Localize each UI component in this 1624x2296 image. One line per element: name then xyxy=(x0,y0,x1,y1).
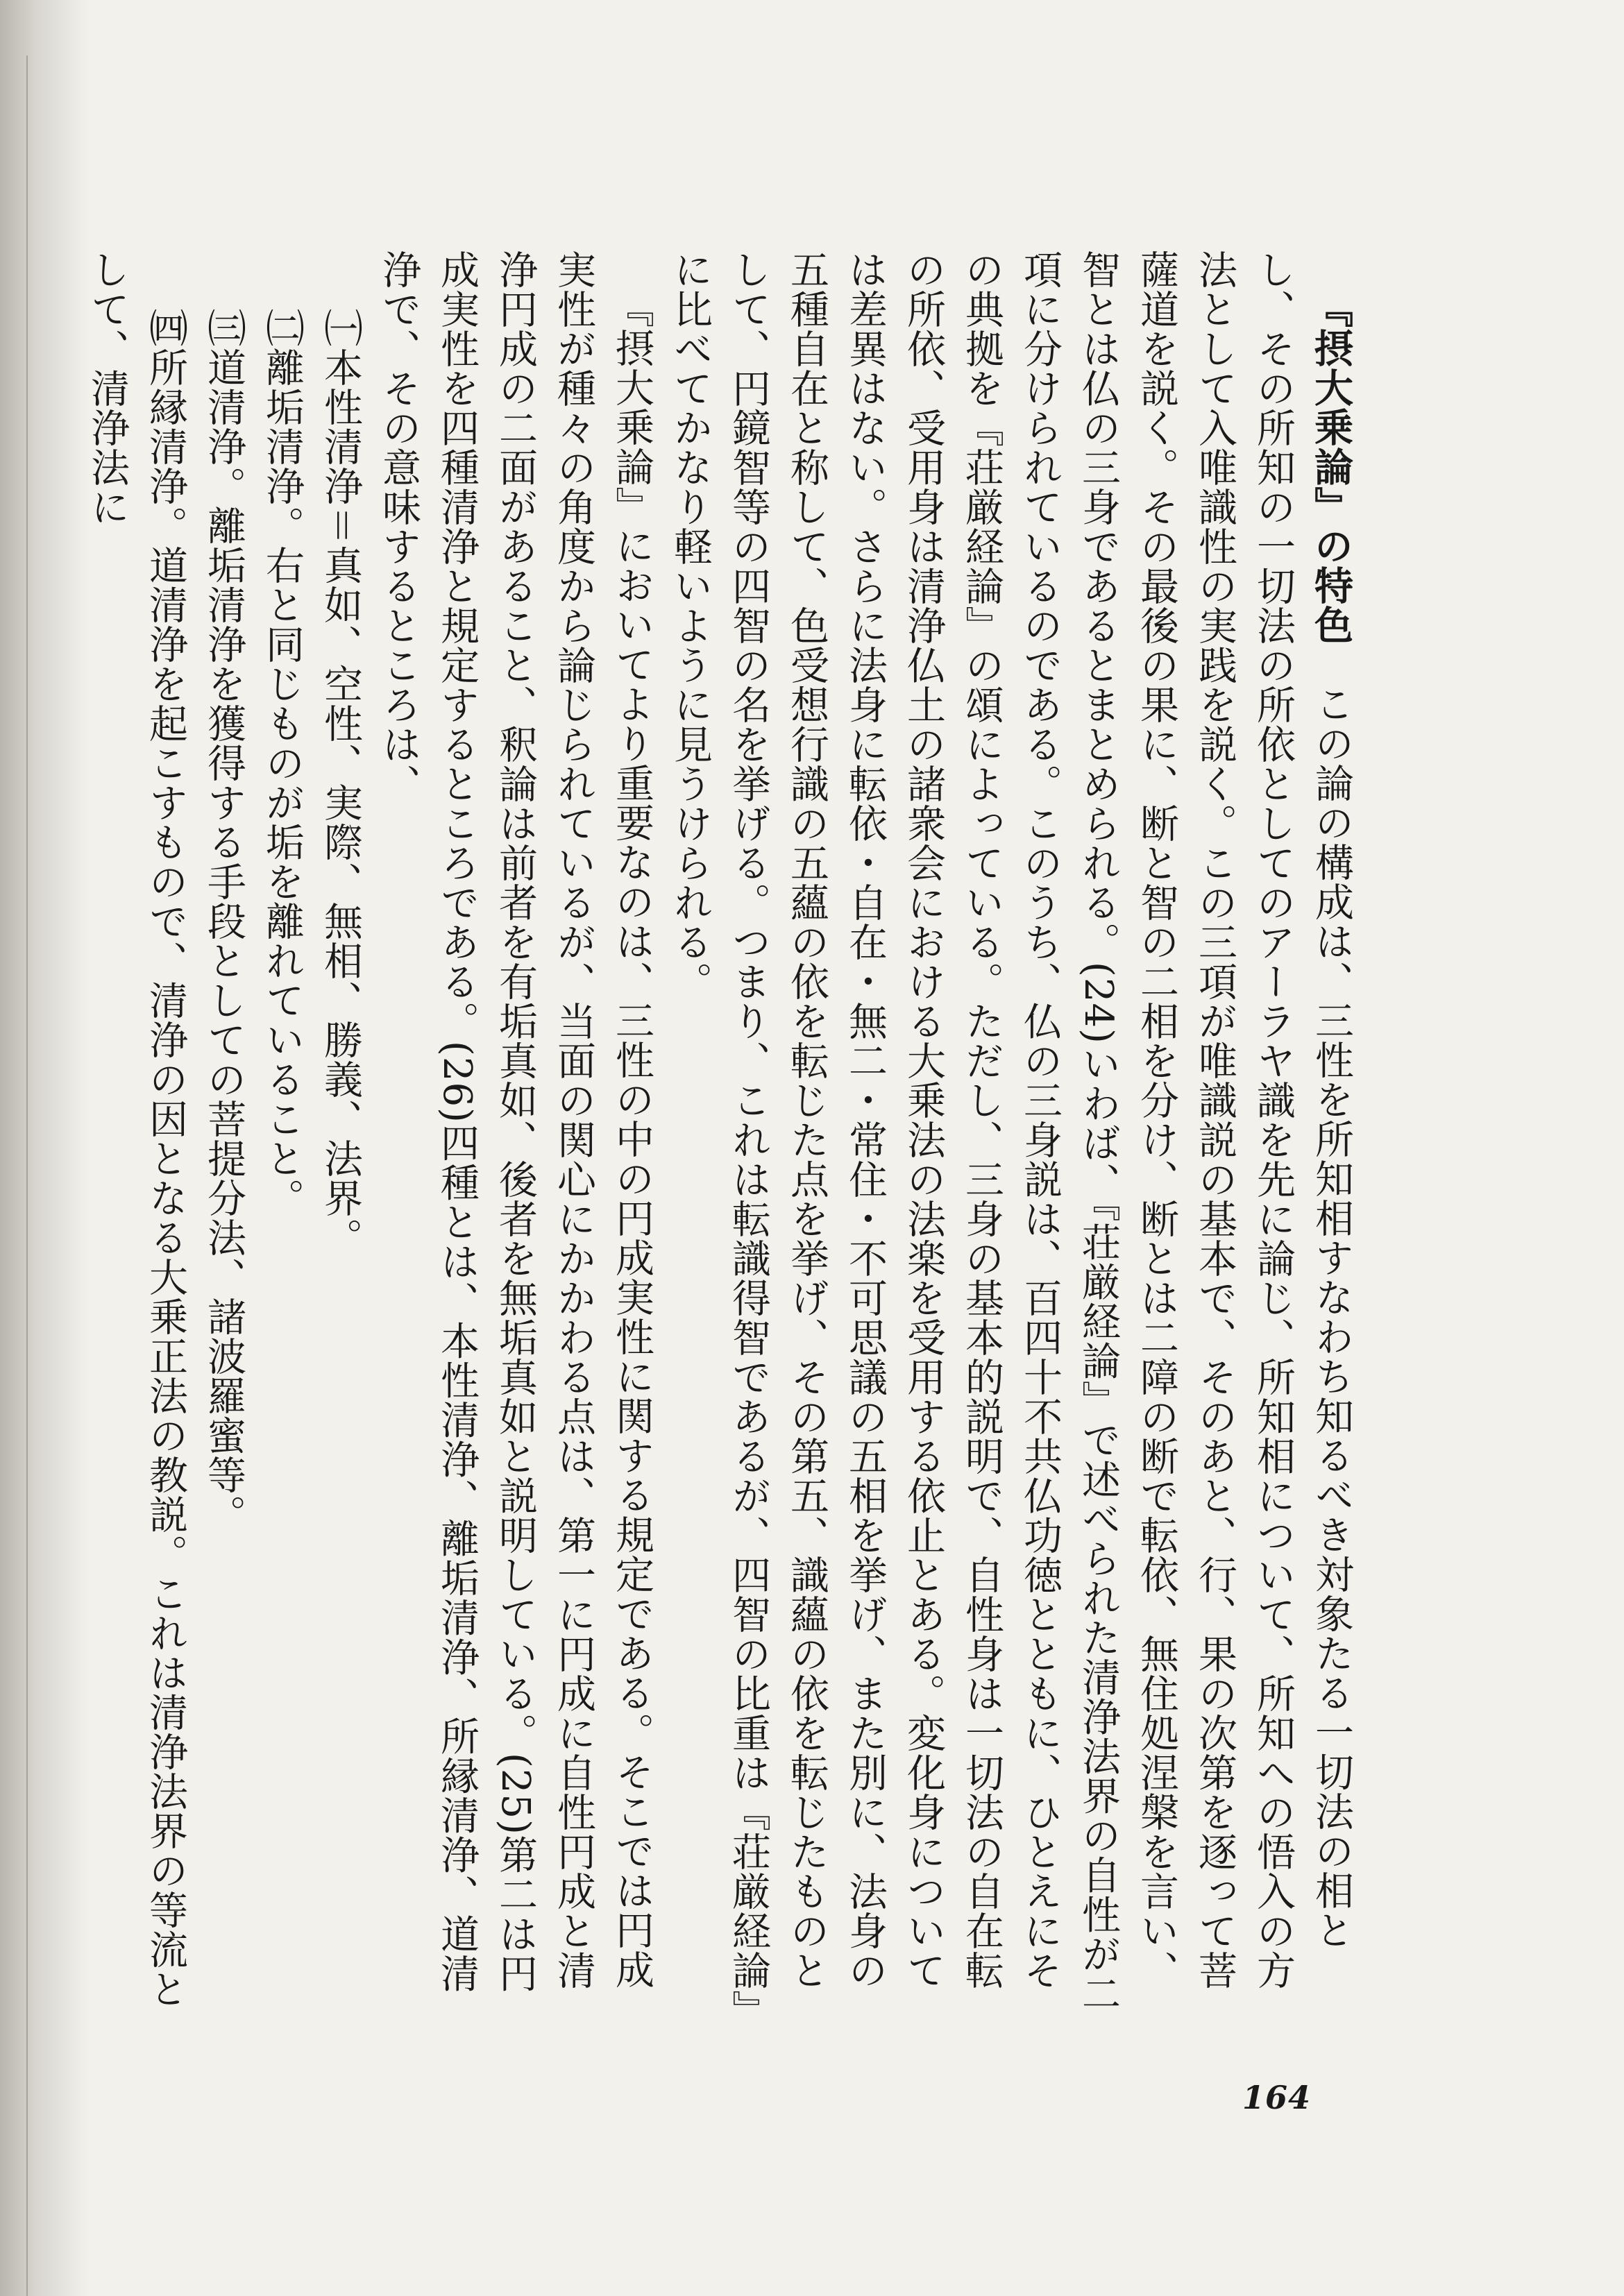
body-text xyxy=(85,250,1360,2026)
list-item: ㈣所縁清浄。道清浄を起こすもので、清浄の因となる大乗正法の教説。これは清浄法界の等流として、清浄法に xyxy=(85,250,188,2009)
paragraph-1-text: この論の構成は、三性を所知相すなわち知るべき対象たる一切法の相とし、その所知の一切法の所依としてのアーラヤ識を先に論じ、所知相について、所知への悟入の方法として入唯識性の実践を説く。この三項が唯識説の基本で、そのあと、行、果の次第を逐って菩薩道を説く。その最後の果に、断と智の二相を分け、断とは二障の断で転依、無住処涅槃を言い、智とは仏の三身であるとまとめられる。(24)いわば、『荘厳経論』で述べられた清浄法界の自性が二項に分けられているのである。このうち、仏の三身説は、百四十不共仏功徳とともに、ひとえにその典拠を『荘厳経論』の頌によっている。ただし、三身の基本的説明で、自性身は一切法の自在転の所依、受用身は清浄仏土の諸衆会における大乗法の法楽を受用する依止とある。変化身については差異はない。さらに法身に転依・自在・無二・常住・不可思議の五相を挙げ、また別に、法身の五種自在と称して、色受想行識の五蘊の依を転じた点を挙げ、その第五、識蘊の依を転じたものとして、円鏡智等の四智の名を挙げる。つまり、これは転識得智であるが、四智の比重は『荘厳経論』に比べてかなり軽いように見うけられる。 xyxy=(668,250,1354,2014)
section-heading: 『摂大乗論』の特色 xyxy=(1308,289,1354,645)
page-number: 164 xyxy=(1242,2079,1312,2116)
scan-edge-shadow xyxy=(0,0,90,2296)
page-edge-line xyxy=(26,56,28,2296)
list-item: ㈡離垢清浄。右と同じものが垢を離れていること。 xyxy=(260,308,305,1218)
list-item: ㈢道清浄。離垢清浄を獲得する手段としての菩提分法、諸波羅蜜等。 xyxy=(201,308,246,1534)
paragraph-1 xyxy=(661,250,1360,2026)
four-purities-list xyxy=(78,250,369,2026)
paragraph-2: 『摂大乗論』においてより重要なのは、三性の中の円成実性に関する規定である。そこでは円成実性が種々の角度から論じられているが、当面の関心にかかわる点は、第一に円成に自性円成と清浄円成の二面があること、釈論は前者を有垢真如、後者を無垢真如と説明している。(25)第二は円成実性を四種清浄と規定するところである。(26)四種とは、本性清浄、離垢清浄、所縁清浄、道清浄で、その意味するところは、 xyxy=(376,250,654,1993)
list-item: ㈠本性清浄＝真如、空性、実際、無相、勝義、法界。 xyxy=(318,308,363,1257)
